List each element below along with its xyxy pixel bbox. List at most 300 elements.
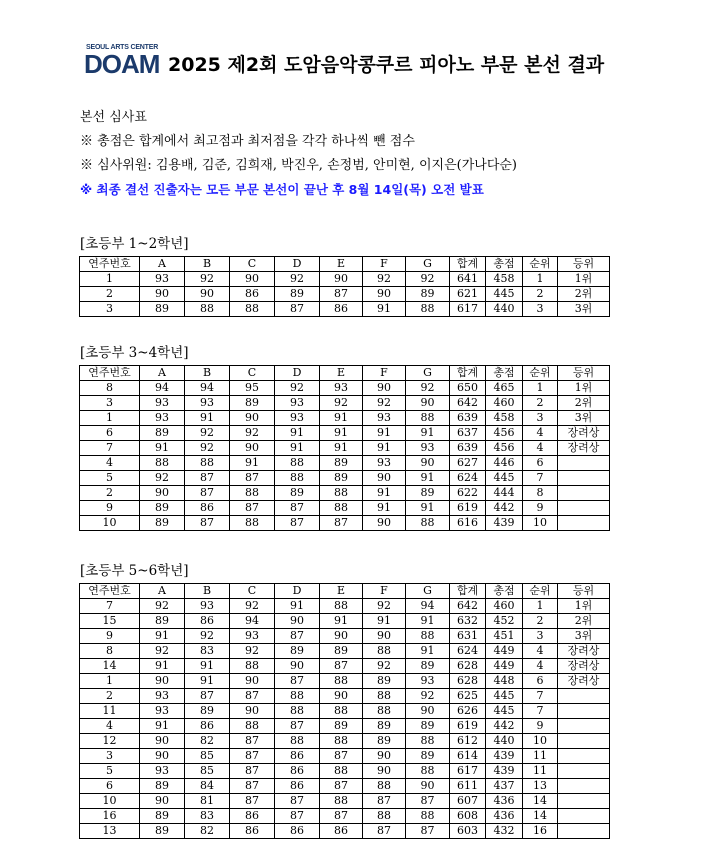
table-cell: 627 bbox=[450, 456, 486, 471]
table-cell: 6 bbox=[523, 674, 558, 689]
table-cell: 90 bbox=[363, 764, 406, 779]
column-header: 순위 bbox=[523, 584, 558, 599]
table-row bbox=[80, 441, 610, 456]
table-cell: 3위 bbox=[558, 411, 610, 426]
table-cell: 11 bbox=[523, 749, 558, 764]
table-cell: 617 bbox=[450, 764, 486, 779]
table-cell bbox=[558, 471, 610, 486]
table-cell bbox=[558, 486, 610, 501]
table-cell: 608 bbox=[450, 809, 486, 824]
table-cell: 장려상 bbox=[558, 674, 610, 689]
table-cell: 88 bbox=[320, 674, 363, 689]
table-cell: 6 bbox=[523, 456, 558, 471]
table-cell: 92 bbox=[406, 272, 450, 287]
table-cell: 87 bbox=[185, 689, 230, 704]
table-cell: 87 bbox=[320, 659, 363, 674]
table-cell: 87 bbox=[275, 302, 320, 317]
table-cell: 2 bbox=[523, 287, 558, 302]
logo-subtitle: SEOUL ARTS CENTER bbox=[86, 44, 159, 51]
table-cell: 91 bbox=[406, 471, 450, 486]
table-cell: 2 bbox=[523, 396, 558, 411]
table-cell: 10 bbox=[80, 516, 140, 531]
table-cell: 14 bbox=[80, 659, 140, 674]
table-cell: 5 bbox=[80, 471, 140, 486]
table-cell: 1위 bbox=[558, 272, 610, 287]
table-cell: 90 bbox=[230, 674, 275, 689]
table-cell: 88 bbox=[320, 704, 363, 719]
table-cell: 460 bbox=[486, 396, 523, 411]
table-cell: 92 bbox=[185, 272, 230, 287]
table-cell: 93 bbox=[230, 629, 275, 644]
table-cell: 88 bbox=[363, 644, 406, 659]
table-cell: 91 bbox=[275, 441, 320, 456]
table-cell: 87 bbox=[275, 719, 320, 734]
table-cell: 16 bbox=[523, 824, 558, 839]
table-cell: 91 bbox=[363, 614, 406, 629]
table-cell: 91 bbox=[140, 441, 185, 456]
table-cell: 88 bbox=[230, 516, 275, 531]
column-header: F bbox=[363, 584, 406, 599]
table-cell: 87 bbox=[275, 794, 320, 809]
table-cell: 90 bbox=[320, 689, 363, 704]
table-row bbox=[80, 674, 610, 689]
table-cell: 91 bbox=[275, 599, 320, 614]
table-cell: 90 bbox=[275, 659, 320, 674]
table-cell: 87 bbox=[320, 809, 363, 824]
table-cell: 92 bbox=[185, 441, 230, 456]
table-cell: 93 bbox=[140, 272, 185, 287]
column-header: 총점 bbox=[486, 584, 523, 599]
table-cell: 91 bbox=[406, 501, 450, 516]
final-notice: ※ 최종 결선 진출자는 모든 부문 본선이 끝난 후 8월 14일(목) 오전 발표 bbox=[80, 182, 484, 197]
table-cell: 86 bbox=[185, 501, 230, 516]
table-cell: 90 bbox=[140, 734, 185, 749]
table-row bbox=[80, 456, 610, 471]
table-cell: 86 bbox=[230, 809, 275, 824]
table-cell: 88 bbox=[406, 516, 450, 531]
table-row bbox=[80, 824, 610, 839]
table-cell: 445 bbox=[486, 471, 523, 486]
table-cell: 88 bbox=[406, 411, 450, 426]
table-cell: 89 bbox=[140, 501, 185, 516]
table-cell: 452 bbox=[486, 614, 523, 629]
table-cell: 90 bbox=[363, 287, 406, 302]
table-cell: 88 bbox=[275, 734, 320, 749]
table-cell: 432 bbox=[486, 824, 523, 839]
table-cell: 88 bbox=[320, 764, 363, 779]
table-cell: 88 bbox=[406, 809, 450, 824]
table-cell: 456 bbox=[486, 426, 523, 441]
table-cell: 89 bbox=[140, 516, 185, 531]
table-cell: 11 bbox=[80, 704, 140, 719]
table-cell: 439 bbox=[486, 764, 523, 779]
table-cell: 91 bbox=[320, 441, 363, 456]
table-cell: 88 bbox=[230, 486, 275, 501]
table-cell: 7 bbox=[80, 441, 140, 456]
table-cell: 87 bbox=[230, 749, 275, 764]
table-cell: 장려상 bbox=[558, 426, 610, 441]
table-cell: 1위 bbox=[558, 599, 610, 614]
table-cell: 616 bbox=[450, 516, 486, 531]
table-cell: 91 bbox=[363, 426, 406, 441]
table-cell: 88 bbox=[320, 501, 363, 516]
table-row bbox=[80, 704, 610, 719]
table-cell: 93 bbox=[363, 456, 406, 471]
table-cell: 90 bbox=[363, 381, 406, 396]
table-cell: 91 bbox=[406, 644, 450, 659]
table-row bbox=[80, 689, 610, 704]
table-cell: 90 bbox=[320, 272, 363, 287]
table-cell: 95 bbox=[230, 381, 275, 396]
table-cell: 93 bbox=[406, 441, 450, 456]
table-cell: 444 bbox=[486, 486, 523, 501]
table-cell: 86 bbox=[275, 779, 320, 794]
table-cell: 90 bbox=[363, 749, 406, 764]
column-header: B bbox=[185, 366, 230, 381]
table-cell: 90 bbox=[140, 486, 185, 501]
table-cell: 3 bbox=[80, 749, 140, 764]
table-cell: 88 bbox=[406, 629, 450, 644]
table-cell: 442 bbox=[486, 719, 523, 734]
table-cell: 89 bbox=[275, 486, 320, 501]
table-cell: 88 bbox=[275, 456, 320, 471]
table-cell: 10 bbox=[523, 734, 558, 749]
table-cell: 451 bbox=[486, 629, 523, 644]
column-header: 총점 bbox=[486, 257, 523, 272]
table-cell: 93 bbox=[275, 396, 320, 411]
column-header: 연주번호 bbox=[80, 366, 140, 381]
table-cell: 445 bbox=[486, 287, 523, 302]
table-cell: 90 bbox=[406, 456, 450, 471]
table-cell bbox=[558, 704, 610, 719]
table-cell: 91 bbox=[320, 411, 363, 426]
table-cell bbox=[558, 764, 610, 779]
table-cell: 619 bbox=[450, 501, 486, 516]
table-cell bbox=[558, 719, 610, 734]
table-cell: 89 bbox=[275, 287, 320, 302]
table-cell: 3 bbox=[523, 411, 558, 426]
table-row bbox=[80, 501, 610, 516]
table-cell: 14 bbox=[523, 809, 558, 824]
table-cell: 624 bbox=[450, 644, 486, 659]
table-cell: 5 bbox=[80, 764, 140, 779]
table-cell: 92 bbox=[320, 396, 363, 411]
table-cell: 87 bbox=[275, 674, 320, 689]
table-cell: 94 bbox=[140, 381, 185, 396]
table-cell: 622 bbox=[450, 486, 486, 501]
table-cell: 628 bbox=[450, 659, 486, 674]
table-cell: 87 bbox=[275, 629, 320, 644]
table-cell: 85 bbox=[185, 749, 230, 764]
table-cell: 3 bbox=[80, 396, 140, 411]
table-cell: 93 bbox=[320, 381, 363, 396]
table-cell: 91 bbox=[363, 302, 406, 317]
column-header: 순위 bbox=[523, 257, 558, 272]
table-cell: 91 bbox=[406, 614, 450, 629]
table-cell: 89 bbox=[230, 396, 275, 411]
table-cell: 94 bbox=[406, 599, 450, 614]
table-cell: 88 bbox=[185, 302, 230, 317]
table-cell: 91 bbox=[185, 411, 230, 426]
table-cell: 90 bbox=[406, 704, 450, 719]
table-cell: 90 bbox=[185, 287, 230, 302]
table-cell: 4 bbox=[80, 719, 140, 734]
table-cell: 91 bbox=[363, 441, 406, 456]
table-row bbox=[80, 629, 610, 644]
table-cell: 458 bbox=[486, 272, 523, 287]
table-row bbox=[80, 411, 610, 426]
header bbox=[84, 44, 644, 82]
table-cell: 87 bbox=[230, 779, 275, 794]
table-cell: 90 bbox=[275, 614, 320, 629]
table-cell: 85 bbox=[185, 764, 230, 779]
table-cell: 89 bbox=[363, 674, 406, 689]
note-heading: 본선 심사표 bbox=[80, 110, 147, 125]
table-cell: 92 bbox=[363, 396, 406, 411]
table-cell: 14 bbox=[523, 794, 558, 809]
table-cell: 89 bbox=[363, 719, 406, 734]
table-cell: 1 bbox=[523, 599, 558, 614]
table-row bbox=[80, 287, 610, 302]
column-header: 등위 bbox=[558, 366, 610, 381]
table-header-row bbox=[80, 366, 610, 381]
table-header-row bbox=[80, 584, 610, 599]
column-header: C bbox=[230, 257, 275, 272]
table-cell: 91 bbox=[275, 426, 320, 441]
table-cell: 7 bbox=[523, 689, 558, 704]
table-cell: 3 bbox=[80, 302, 140, 317]
table-cell: 91 bbox=[406, 426, 450, 441]
table-cell: 1 bbox=[80, 411, 140, 426]
table-cell bbox=[558, 456, 610, 471]
table-cell: 90 bbox=[363, 471, 406, 486]
table-cell: 90 bbox=[363, 629, 406, 644]
table-cell: 89 bbox=[140, 779, 185, 794]
table-row bbox=[80, 764, 610, 779]
table-row bbox=[80, 396, 610, 411]
table-cell: 88 bbox=[230, 659, 275, 674]
table-cell: 88 bbox=[363, 779, 406, 794]
table-cell: 641 bbox=[450, 272, 486, 287]
table-cell: 87 bbox=[406, 794, 450, 809]
table-cell: 88 bbox=[140, 456, 185, 471]
table-cell: 89 bbox=[320, 471, 363, 486]
table-cell: 440 bbox=[486, 734, 523, 749]
table-cell: 8 bbox=[523, 486, 558, 501]
section-title: [초등부 3~4학년] bbox=[80, 345, 189, 361]
table-cell: 93 bbox=[140, 396, 185, 411]
table-cell: 91 bbox=[230, 456, 275, 471]
column-header: 총점 bbox=[486, 366, 523, 381]
notes-block bbox=[80, 106, 517, 202]
column-header: G bbox=[406, 257, 450, 272]
table-cell: 89 bbox=[363, 734, 406, 749]
table-cell: 92 bbox=[275, 272, 320, 287]
table-cell: 458 bbox=[486, 411, 523, 426]
table-row bbox=[80, 516, 610, 531]
table-cell: 87 bbox=[320, 287, 363, 302]
table-cell: 437 bbox=[486, 779, 523, 794]
table-cell: 3위 bbox=[558, 302, 610, 317]
table-cell bbox=[558, 734, 610, 749]
table-cell: 89 bbox=[320, 456, 363, 471]
score-table bbox=[79, 583, 610, 839]
table-cell: 632 bbox=[450, 614, 486, 629]
table-cell: 624 bbox=[450, 471, 486, 486]
table-cell: 650 bbox=[450, 381, 486, 396]
table-cell: 82 bbox=[185, 824, 230, 839]
table-row bbox=[80, 659, 610, 674]
table-row bbox=[80, 302, 610, 317]
table-cell: 1 bbox=[523, 272, 558, 287]
table-cell: 2 bbox=[523, 614, 558, 629]
table-cell: 603 bbox=[450, 824, 486, 839]
table-cell: 93 bbox=[140, 764, 185, 779]
table-header-row bbox=[80, 257, 610, 272]
column-header: D bbox=[275, 366, 320, 381]
table-cell: 92 bbox=[140, 644, 185, 659]
table-cell: 4 bbox=[523, 426, 558, 441]
table-cell: 88 bbox=[275, 471, 320, 486]
column-header: F bbox=[363, 257, 406, 272]
section-title: [초등부 5~6학년] bbox=[80, 563, 189, 579]
table-row bbox=[80, 809, 610, 824]
score-table bbox=[79, 256, 610, 317]
table-cell: 91 bbox=[140, 659, 185, 674]
table-row bbox=[80, 794, 610, 809]
table-row bbox=[80, 779, 610, 794]
table-cell: 642 bbox=[450, 599, 486, 614]
table-cell: 442 bbox=[486, 501, 523, 516]
table-cell: 91 bbox=[320, 614, 363, 629]
table-cell: 92 bbox=[230, 426, 275, 441]
table-cell: 440 bbox=[486, 302, 523, 317]
table-cell: 639 bbox=[450, 411, 486, 426]
table-cell bbox=[558, 824, 610, 839]
table-cell bbox=[558, 689, 610, 704]
table-cell: 92 bbox=[363, 659, 406, 674]
table-cell: 88 bbox=[406, 302, 450, 317]
table-cell: 15 bbox=[80, 614, 140, 629]
table-cell: 87 bbox=[230, 794, 275, 809]
table-cell: 612 bbox=[450, 734, 486, 749]
table-cell: 90 bbox=[140, 794, 185, 809]
table-cell: 88 bbox=[230, 719, 275, 734]
table-cell: 86 bbox=[275, 824, 320, 839]
table-cell: 92 bbox=[230, 644, 275, 659]
table-cell: 4 bbox=[523, 659, 558, 674]
table-row bbox=[80, 599, 610, 614]
table-cell: 91 bbox=[140, 629, 185, 644]
table-cell: 84 bbox=[185, 779, 230, 794]
column-header: E bbox=[320, 257, 363, 272]
column-header: G bbox=[406, 584, 450, 599]
table-cell: 4 bbox=[80, 456, 140, 471]
table-cell: 8 bbox=[80, 644, 140, 659]
column-header: 연주번호 bbox=[80, 257, 140, 272]
column-header: 등위 bbox=[558, 584, 610, 599]
table-row bbox=[80, 614, 610, 629]
table-cell: 439 bbox=[486, 516, 523, 531]
table-cell: 92 bbox=[406, 381, 450, 396]
table-cell: 90 bbox=[406, 396, 450, 411]
table-cell: 93 bbox=[406, 674, 450, 689]
table-cell: 1 bbox=[80, 272, 140, 287]
table-cell: 2 bbox=[80, 486, 140, 501]
table-cell: 9 bbox=[80, 501, 140, 516]
table-cell: 86 bbox=[320, 302, 363, 317]
table-cell: 7 bbox=[523, 704, 558, 719]
table-cell: 639 bbox=[450, 441, 486, 456]
table-cell: 89 bbox=[320, 719, 363, 734]
doam-logo bbox=[84, 44, 160, 80]
table-cell: 93 bbox=[275, 411, 320, 426]
table-cell: 90 bbox=[140, 287, 185, 302]
column-header: F bbox=[363, 366, 406, 381]
table-cell: 448 bbox=[486, 674, 523, 689]
table-cell: 11 bbox=[523, 764, 558, 779]
table-cell: 88 bbox=[320, 599, 363, 614]
table-cell: 92 bbox=[140, 599, 185, 614]
table-cell: 장려상 bbox=[558, 441, 610, 456]
table-cell: 436 bbox=[486, 794, 523, 809]
table-row bbox=[80, 734, 610, 749]
table-cell: 4 bbox=[523, 644, 558, 659]
table-cell: 87 bbox=[230, 764, 275, 779]
table-cell: 90 bbox=[230, 704, 275, 719]
table-cell: 88 bbox=[363, 689, 406, 704]
table-cell: 460 bbox=[486, 599, 523, 614]
table-cell: 90 bbox=[230, 272, 275, 287]
table-cell: 장려상 bbox=[558, 659, 610, 674]
table-cell: 87 bbox=[320, 779, 363, 794]
table-row bbox=[80, 749, 610, 764]
column-header: C bbox=[230, 584, 275, 599]
column-header: B bbox=[185, 584, 230, 599]
table-cell: 6 bbox=[80, 426, 140, 441]
table-cell: 86 bbox=[185, 719, 230, 734]
table-cell: 445 bbox=[486, 704, 523, 719]
table-cell: 91 bbox=[185, 674, 230, 689]
table-cell: 92 bbox=[140, 471, 185, 486]
table-cell: 89 bbox=[320, 644, 363, 659]
table-row bbox=[80, 381, 610, 396]
table-cell: 2 bbox=[80, 287, 140, 302]
table-cell: 445 bbox=[486, 689, 523, 704]
table-cell: 13 bbox=[80, 824, 140, 839]
table-cell: 89 bbox=[140, 809, 185, 824]
table-cell: 86 bbox=[230, 824, 275, 839]
table-cell: 87 bbox=[363, 794, 406, 809]
column-header: G bbox=[406, 366, 450, 381]
column-header: A bbox=[140, 366, 185, 381]
table-cell: 625 bbox=[450, 689, 486, 704]
table-cell bbox=[558, 794, 610, 809]
table-cell: 83 bbox=[185, 809, 230, 824]
table-cell: 90 bbox=[406, 779, 450, 794]
table-cell: 88 bbox=[406, 764, 450, 779]
column-header: B bbox=[185, 257, 230, 272]
table-cell: 94 bbox=[185, 381, 230, 396]
score-table bbox=[79, 365, 610, 531]
table-cell: 92 bbox=[185, 629, 230, 644]
table-cell: 89 bbox=[185, 704, 230, 719]
table-cell: 94 bbox=[230, 614, 275, 629]
table-cell: 92 bbox=[363, 599, 406, 614]
table-cell: 614 bbox=[450, 749, 486, 764]
column-header: 합계 bbox=[450, 366, 486, 381]
table-cell: 87 bbox=[320, 749, 363, 764]
